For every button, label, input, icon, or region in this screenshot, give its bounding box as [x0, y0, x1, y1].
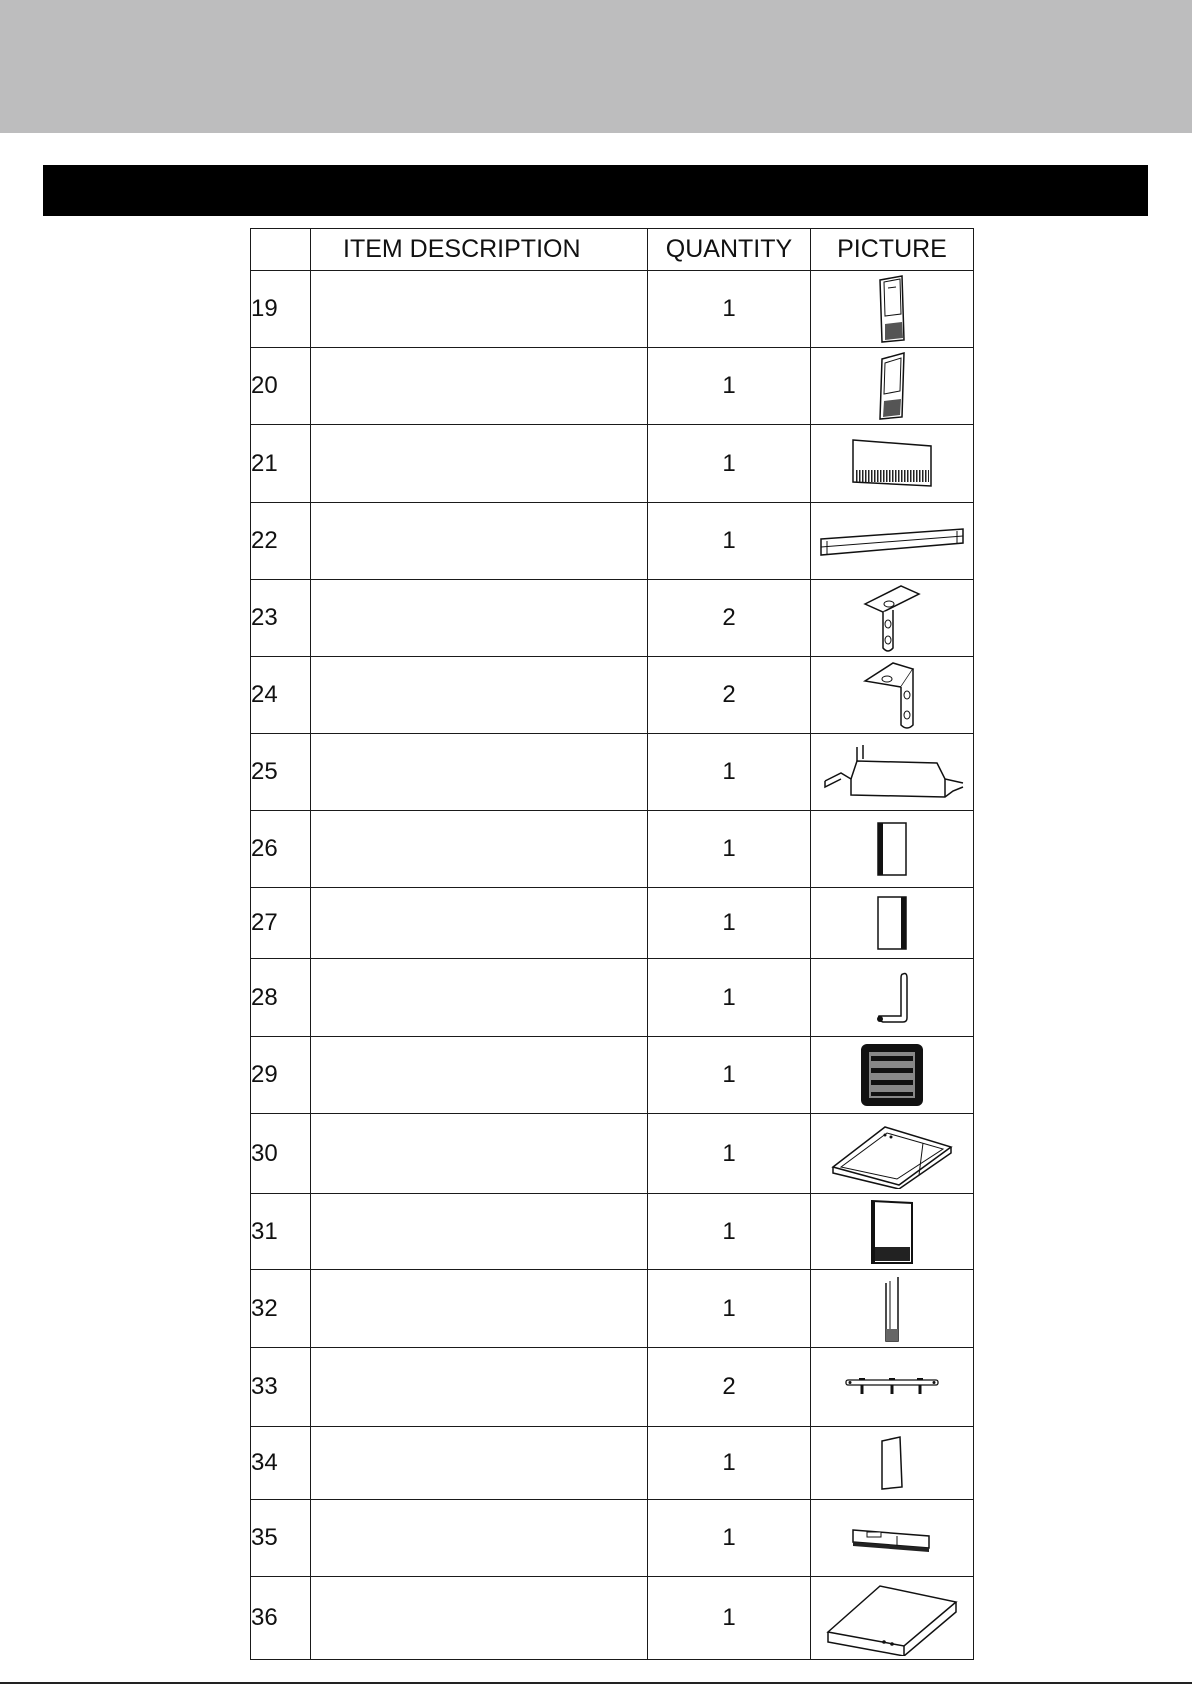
item-number: 36 [251, 1577, 311, 1660]
item-number: 29 [251, 1037, 311, 1114]
bracket-right-icon [857, 659, 927, 731]
item-description [311, 1500, 648, 1577]
table-header-row [251, 229, 974, 271]
item-number: 28 [251, 959, 311, 1037]
item-quantity: 2 [648, 657, 811, 734]
item-quantity: 1 [648, 271, 811, 348]
leg-bracket-icon [872, 1273, 912, 1345]
item-quantity: 1 [648, 348, 811, 425]
item-number: 20 [251, 348, 311, 425]
table-row [251, 734, 974, 811]
item-quantity: 2 [648, 1348, 811, 1427]
item-picture [811, 1427, 974, 1500]
table-row [251, 425, 974, 503]
door-left-icon [872, 819, 912, 879]
item-description [311, 888, 648, 959]
item-description [311, 1114, 648, 1194]
bottom-shelf-icon [822, 1580, 962, 1656]
small-rail-icon [847, 1520, 937, 1556]
handle-icon [867, 968, 917, 1028]
item-number: 21 [251, 425, 311, 503]
column-header-picture: PICTURE [811, 229, 974, 271]
item-quantity: 1 [648, 1427, 811, 1500]
item-number: 26 [251, 811, 311, 888]
table-row [251, 657, 974, 734]
back-panel-icon [847, 436, 937, 491]
wire-frame-icon [817, 739, 967, 805]
table-row [251, 959, 974, 1037]
rail-icon [817, 521, 967, 561]
item-description [311, 348, 648, 425]
plate-icon [874, 1433, 910, 1493]
item-number: 34 [251, 1427, 311, 1500]
item-picture [811, 1194, 974, 1270]
item-picture [811, 503, 974, 580]
table-row [251, 1427, 974, 1500]
side-panel-icon [872, 351, 912, 421]
item-picture [811, 271, 974, 348]
item-quantity: 1 [648, 1194, 811, 1270]
item-quantity: 1 [648, 1114, 811, 1194]
item-quantity: 1 [648, 425, 811, 503]
item-description [311, 1037, 648, 1114]
table-row [251, 1577, 974, 1660]
item-description [311, 959, 648, 1037]
item-description [311, 503, 648, 580]
item-number: 35 [251, 1500, 311, 1577]
item-description [311, 1194, 648, 1270]
column-header-number [251, 229, 311, 271]
item-number: 27 [251, 888, 311, 959]
item-quantity: 1 [648, 1270, 811, 1348]
item-number: 32 [251, 1270, 311, 1348]
item-picture [811, 1500, 974, 1577]
column-header-quantity: QUANTITY [648, 229, 811, 271]
item-picture [811, 580, 974, 657]
table-row [251, 1500, 974, 1577]
item-picture [811, 811, 974, 888]
table-row [251, 271, 974, 348]
item-quantity: 1 [648, 503, 811, 580]
item-description [311, 1577, 648, 1660]
hook-bar-icon [842, 1372, 942, 1402]
item-picture [811, 1114, 974, 1194]
item-number: 24 [251, 657, 311, 734]
item-quantity: 1 [648, 1037, 811, 1114]
item-quantity: 1 [648, 1500, 811, 1577]
item-number: 31 [251, 1194, 311, 1270]
item-description [311, 1348, 648, 1427]
table-row [251, 1037, 974, 1114]
item-number: 23 [251, 580, 311, 657]
item-description [311, 1427, 648, 1500]
item-quantity: 1 [648, 811, 811, 888]
item-picture [811, 959, 974, 1037]
item-number: 30 [251, 1114, 311, 1194]
item-description [311, 734, 648, 811]
item-picture [811, 1270, 974, 1348]
item-quantity: 1 [648, 1577, 811, 1660]
item-number: 25 [251, 734, 311, 811]
item-quantity: 1 [648, 734, 811, 811]
table-row [251, 580, 974, 657]
table-row [251, 1194, 974, 1270]
page-bottom-rule [0, 1682, 1192, 1684]
table-row [251, 1114, 974, 1194]
table-row [251, 1348, 974, 1427]
item-description [311, 1270, 648, 1348]
section-title-bar [43, 165, 1148, 216]
table-row [251, 888, 974, 959]
item-quantity: 2 [648, 580, 811, 657]
item-quantity: 1 [648, 888, 811, 959]
bracket-left-icon [857, 582, 927, 654]
item-description [311, 811, 648, 888]
item-number: 22 [251, 503, 311, 580]
table-row [251, 348, 974, 425]
item-description [311, 425, 648, 503]
item-picture [811, 1348, 974, 1427]
parts-list-table [250, 228, 974, 1660]
item-picture [811, 348, 974, 425]
item-number: 19 [251, 271, 311, 348]
item-picture [811, 1037, 974, 1114]
item-picture [811, 734, 974, 811]
item-description [311, 657, 648, 734]
item-picture [811, 1577, 974, 1660]
item-quantity: 1 [648, 959, 811, 1037]
tray-icon [827, 1119, 957, 1189]
table-row [251, 811, 974, 888]
item-description [311, 271, 648, 348]
table-row [251, 503, 974, 580]
door-right-icon [872, 893, 912, 953]
grille-icon [857, 1040, 927, 1110]
item-number: 33 [251, 1348, 311, 1427]
header-band [0, 0, 1192, 133]
side-panel-icon [872, 274, 912, 344]
table-row [251, 1270, 974, 1348]
item-picture [811, 425, 974, 503]
column-header-description: ITEM DESCRIPTION [311, 229, 648, 271]
vented-panel-icon [864, 1197, 920, 1267]
item-picture [811, 888, 974, 959]
item-picture [811, 657, 974, 734]
item-description [311, 580, 648, 657]
